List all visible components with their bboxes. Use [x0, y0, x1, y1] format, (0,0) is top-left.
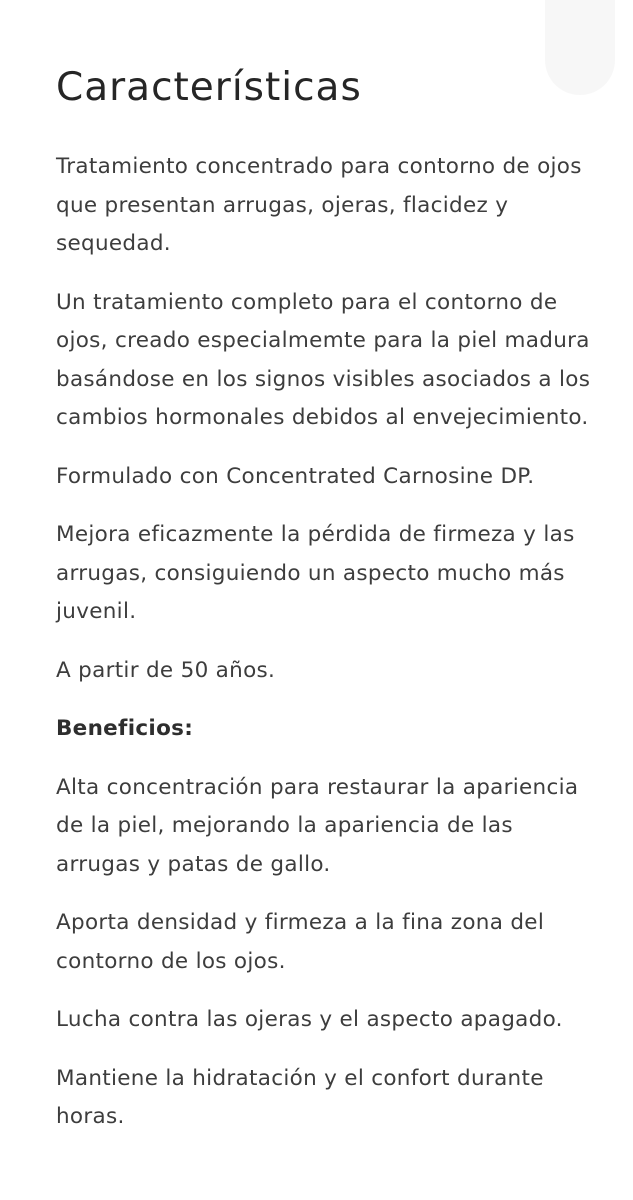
benefit-item: Alta concentración para restaurar la apariencia de la piel, mejorando la apariencia de las arrugas y patas de gallo. — [56, 774, 579, 877]
benefits-heading: Beneficios: — [56, 716, 194, 741]
age-paragraph: A partir de 50 años. — [56, 657, 276, 683]
benefit-item: Lucha contra las ojeras y el aspecto apagado. — [56, 1007, 563, 1032]
formulation-paragraph: Formulado con Concentrated Carnosine DP. — [56, 463, 535, 489]
effect-paragraph: Mejora eficazmente la pérdida de firmeza y las arrugas, consiguiendo un aspecto mucho más juvenil. — [56, 522, 575, 624]
section-title: Características — [56, 65, 362, 110]
description-paragraph: Tratamiento concentrado para contorno de ojos que presentan arrugas, ojeras, flacidez y sequedad. — [56, 154, 582, 256]
characteristics-section — [56, 62, 596, 1157]
description-paragraph: Un tratamiento completo para el contorno de ojos, creado especialmemte para la piel madura basándose en los signos visibles asociados a los cambios hormonales debidos al envejecimiento. — [56, 289, 591, 430]
benefit-item: Aporta densidad y firmeza a la fina zona del contorno de los ojos. — [56, 910, 545, 974]
benefit-item: Mantiene la hidratación y el confort durante horas. — [56, 1065, 544, 1129]
